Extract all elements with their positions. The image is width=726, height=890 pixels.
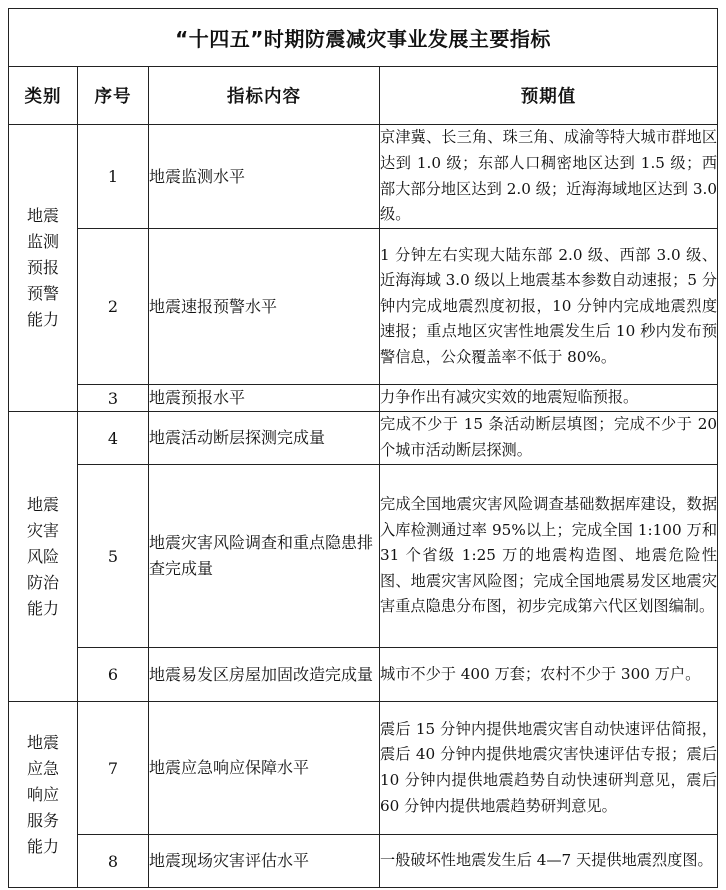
- header-expected: 预期值: [380, 67, 718, 125]
- expected-value-cell: 城市不少于 400 万套；农村不少于 300 万户。: [380, 648, 718, 702]
- table-row: [9, 648, 718, 702]
- category-cell: [9, 125, 78, 412]
- category-line: 应急: [26, 758, 59, 778]
- indicator-cell: 地震预报水平: [149, 385, 380, 412]
- table-row: [9, 835, 718, 888]
- header-category: 类别: [9, 67, 78, 125]
- category-cell: [9, 702, 78, 888]
- table-row: [9, 125, 718, 229]
- header-number: 序号: [78, 67, 149, 125]
- row-number: 6: [78, 648, 149, 702]
- indicator-cell: 地震监测水平: [149, 125, 380, 229]
- row-number: 7: [78, 702, 149, 835]
- indicators-table: [8, 8, 718, 888]
- category-line: 风险: [26, 546, 59, 566]
- indicator-cell: 地震活动断层探测完成量: [149, 412, 380, 465]
- expected-value-cell: 震后 15 分钟内提供地震灾害自动快速评估简报，震后 40 分钟内提供地震灾害快速评估专报；震后 10 分钟内提供地震趋势自动快速研判意见，震后 60 分钟内提供地震趋势研判意见。: [380, 702, 718, 835]
- category-line: 监测: [26, 232, 59, 251]
- table-row: [9, 385, 718, 412]
- table-row: [9, 702, 718, 835]
- indicator-cell: 地震易发区房屋加固改造完成量: [149, 648, 380, 702]
- indicator-cell: 地震应急响应保障水平: [149, 702, 380, 835]
- expected-value-cell: 完成不少于 15 条活动断层填图；完成不少于 20 个城市活动断层探测。: [380, 412, 718, 465]
- header-row: [9, 67, 718, 125]
- expected-value-cell: 1 分钟左右实现大陆东部 2.0 级、西部 3.0 级、近海海域 3.0 级以上地震基本参数自动速报；5 分钟内完成地震烈度初报，10 分钟内完成地震烈度速报；重点地区灾害性地震发生后 10 秒内发布预警信息，公众覆盖率不低于 80%。: [380, 229, 718, 385]
- category-line: 灾害: [26, 520, 59, 540]
- category-line: 地震: [26, 732, 59, 752]
- header-indicator: 指标内容: [149, 67, 380, 125]
- table-row: [9, 229, 718, 385]
- indicator-cell: 地震速报预警水平: [149, 229, 380, 385]
- indicator-cell: 地震现场灾害评估水平: [149, 835, 380, 888]
- title-row: [9, 9, 718, 67]
- table-row: [9, 412, 718, 465]
- row-number: 3: [78, 385, 149, 412]
- row-number: 1: [78, 125, 149, 229]
- table-row: [9, 465, 718, 648]
- category-line: 防治: [26, 572, 59, 592]
- row-number: 8: [78, 835, 149, 888]
- category-cell: [9, 412, 78, 702]
- expected-value-cell: 京津冀、长三角、珠三角、成渝等特大城市群地区达到 1.0 级；东部人口稠密地区达到 1.5 级；西部大部分地区达到 2.0 级；近海海域地区达到 3.0 级。: [380, 125, 718, 229]
- category-line: 预警: [26, 284, 59, 303]
- row-number: 5: [78, 465, 149, 648]
- indicator-cell: 地震灾害风险调查和重点隐患排查完成量: [149, 465, 380, 648]
- category-line: 服务: [26, 810, 59, 830]
- category-line: 地震: [26, 494, 59, 514]
- category-line: 响应: [26, 784, 59, 804]
- expected-value-cell: 力争作出有减灾实效的地震短临预报。: [380, 385, 718, 412]
- category-line: 能力: [26, 598, 59, 618]
- category-line: 能力: [26, 310, 59, 329]
- category-line: 预报: [26, 258, 59, 277]
- expected-value-cell: 一般破坏性地震发生后 4—7 天提供地震烈度图。: [380, 835, 718, 888]
- expected-value-cell: 完成全国地震灾害风险调查基础数据库建设，数据入库检测通过率 95%以上；完成全国 1:100 万和 31 个省级 1:25 万的地震构造图、地震危险性图、地震灾害风险图；完成全国地震易发区地震灾害重点隐患分布图，初步完成第六代区划图编制。: [380, 465, 718, 648]
- row-number: 4: [78, 412, 149, 465]
- category-line: 能力: [26, 836, 59, 856]
- category-line: 地震: [26, 206, 59, 225]
- row-number: 2: [78, 229, 149, 385]
- table-title: “十四五”时期防震减灾事业发展主要指标: [9, 9, 718, 67]
